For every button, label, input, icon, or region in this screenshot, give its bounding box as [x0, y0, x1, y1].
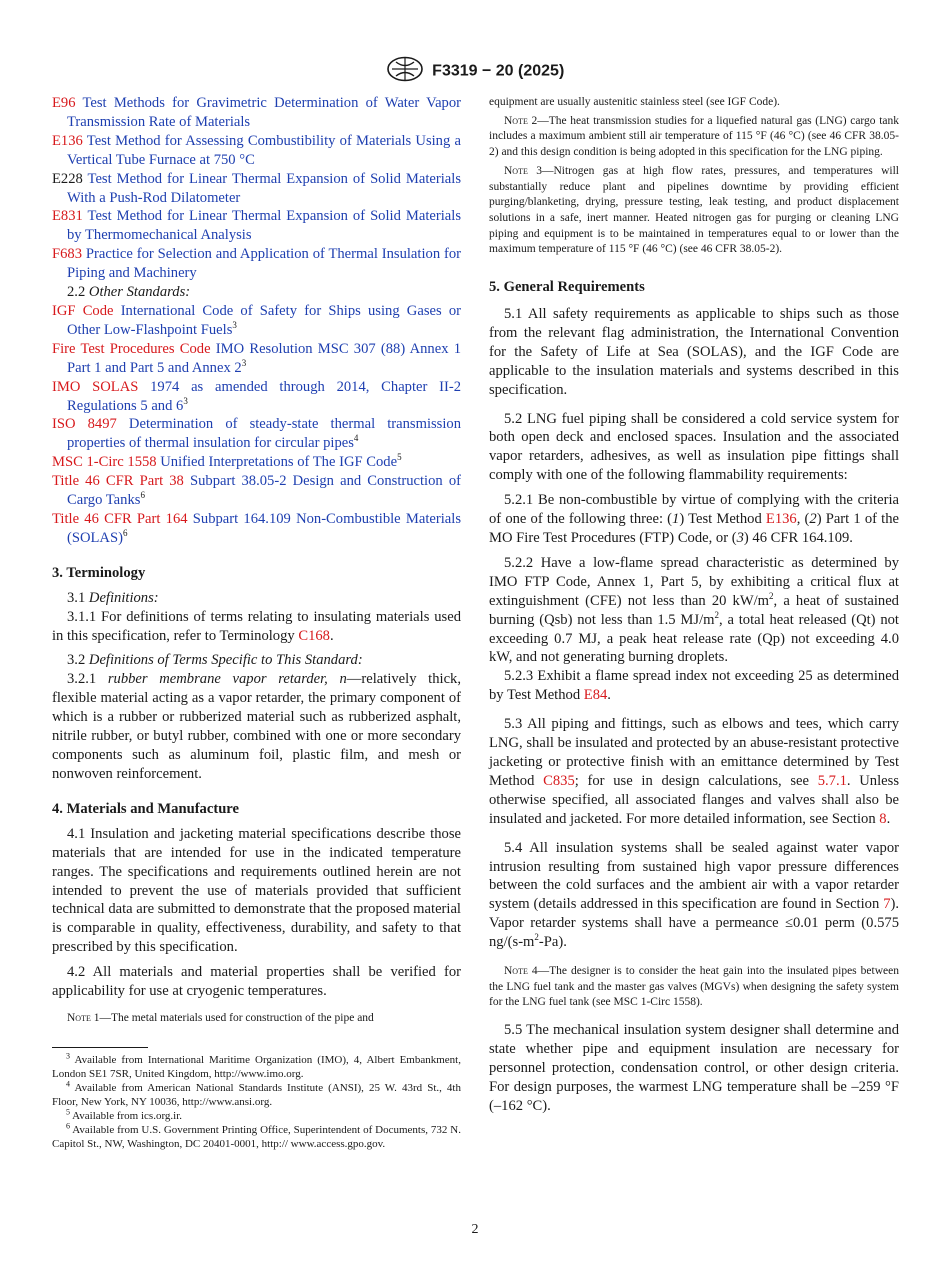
footnote-divider	[52, 1047, 148, 1048]
paragraph-3-2: 3.2 Definitions of Terms Specific to This Standard:	[67, 652, 363, 669]
ref-code-link[interactable]: E136	[52, 132, 83, 149]
c835-link[interactable]: C835	[543, 772, 575, 789]
note-label: Note 1	[67, 1011, 100, 1024]
section-5-7-1-link[interactable]: 5.7.1	[817, 772, 847, 789]
note-label: Note 3	[504, 164, 542, 177]
paragraph-5-1: 5.1 All safety requirements as applicable to ships such as those from the relevant flag administration, the International Convention for the Safety of Life at Sea (SOLAS), and the IGF Code are applicable to the insulation materials and systems described in this specification.	[489, 306, 899, 398]
paragraph-5-2-1: 5.2.1 Be non-combustible by virtue of complying with the criteria of one of the following three: (1) Test Method E136, (2) Part 1 of the MO Fire Test Procedures (FTP) Code, or (3) 46 CFR 164.109.	[489, 492, 899, 546]
ref-title-link[interactable]: Subpart 38.05-2 Design and Construction of Cargo Tanks	[67, 473, 461, 509]
ref-code-link[interactable]: E831	[52, 208, 83, 225]
section-3-body	[52, 589, 461, 784]
footnote-ref: 6	[140, 490, 145, 501]
ref-title-link[interactable]: Subpart 164.109 Non-Combustible Materials (SOLAS)	[67, 510, 461, 546]
defined-term: rubber membrane vapor retarder, n	[107, 671, 347, 688]
section-2-2-heading: 2.2 Other Standards:	[67, 284, 191, 301]
ref-title-link[interactable]: Test Method for Linear Thermal Expansion of Solid Materials With a Push-Rod Dilatometer	[67, 170, 461, 206]
footnote-ref: 3	[183, 395, 188, 406]
ref-code-link[interactable]: Title 46 CFR Part 38	[52, 473, 184, 490]
note-label: Note 2	[504, 114, 538, 127]
section-7-link[interactable]: 7	[883, 896, 891, 913]
footnote-6: $^6$ Available from U.S. Government Printing Office, Superintendent of Documents, 732 N. Capitol St., NW, Washington, DC 20401-0001, http:// www.access.gpo.gov.	[52, 1121, 461, 1151]
ref-iso-8497	[52, 415, 461, 453]
ref-title-link[interactable]: Test Methods for Gravimetric Determination of Water Vapor Transmission Rate of Materials	[67, 95, 461, 130]
paragraph-3-1-1: 3.1.1 For definitions of terms relating to insulating materials used in this specification, refer to Terminology C168.	[52, 608, 461, 644]
section-5-heading: 5. General Requirements	[489, 279, 645, 296]
ref-igf-code	[52, 302, 461, 340]
ref-title-link[interactable]: Test Method for Assessing Combustibility of Materials Using a Vertical Tube Furnace at 750 °C	[67, 132, 461, 168]
ref-code-link[interactable]: MSC 1-Circ 1558	[52, 454, 157, 471]
footnote-ref: 6	[122, 527, 128, 538]
footnotes	[52, 1053, 461, 1152]
section-4-body	[52, 825, 461, 1001]
section-5-body	[489, 305, 899, 952]
paragraph-5-2-3: 5.2.3 Exhibit a flame spread index not exceeding 25 as determined by Test Method E84.	[489, 668, 899, 704]
note-1-start: Note 1—The metal materials used for construction of the pipe and	[67, 1011, 374, 1024]
ref-fire-test-procedures-code	[52, 340, 461, 378]
paragraph-5-2-2: 5.2.2 Have a low-flame spread characteristic as determined by IMO FTP Code, Annex 1, Part 5, by exhibiting a critical flux at extinguishment (CFE) not less than 20 $kW/m^2$, a heat of sustained burning (Qsb) not less than 1.5 $MJ/m^2$, a total heat released (Qt) not exceeding 0.7 MJ, a peak heat release rate (Qp) not exceeding 4.0 kW, and not generating burning droplets.	[489, 554, 899, 666]
ref-code-link[interactable]: E96	[52, 95, 76, 111]
ref-title-link[interactable]: Practice for Selection and Application of Thermal Insulation for Piping and Machinery	[67, 246, 461, 282]
ref-code-link[interactable]: IGF Code	[52, 302, 114, 319]
ref-code-link[interactable]: Fire Test Procedures Code	[52, 340, 211, 357]
e84-link[interactable]: E84	[583, 687, 608, 704]
note-1-continued: equipment are usually austenitic stainless steel (see IGF Code).	[489, 96, 780, 108]
ref-title-link[interactable]: 1974 as amended through 2014, Chapter II-2 Regulations 5 and 6	[67, 378, 461, 414]
section-3-heading: 3. Terminology	[52, 564, 146, 581]
ref-e831	[52, 207, 461, 245]
note-label: Note 4	[504, 965, 538, 978]
section-8-link[interactable]: 8	[879, 810, 887, 827]
ref-code-link[interactable]: ISO 8497	[52, 416, 117, 433]
footnote-ref: 3	[232, 320, 237, 331]
paragraph-4-2: 4.2 All materials and material properties shall be verified for applicability for use at cryogenic temperatures.	[52, 964, 461, 1000]
note-4: Note 4—The designer is to consider the heat gain into the insulated pipes between the LNG fuel tank and the master gas valves (MGVs) when designing the safety system for the LNG fuel tank (see MSC 1-Circ 1558).	[489, 965, 899, 1009]
right-column	[489, 95, 899, 1116]
page-number: 2	[471, 1222, 479, 1237]
c168-link[interactable]: C168	[298, 627, 330, 644]
ref-e136	[52, 132, 461, 170]
ref-e228	[52, 170, 461, 208]
ref-code-link[interactable]: F683	[52, 246, 83, 263]
document-designation: F3319 − 20 (2025)	[432, 62, 565, 80]
footnote-4: $^4$ Available from American National Standards Institute (ANSI), 25 W. 43rd St., 4th Floor, New York, NY 10036, http://www.ansi.org.	[52, 1079, 461, 1108]
note-2: Note 2—The heat transmission studies for a liquefied natural gas (LNG) cargo tank includes a maximum ambient still air temperature of 115 °F (46 °C) (see 46 CFR 38.05-2) and this design condition is being adopted in this specification for the LNG piping.	[489, 114, 899, 159]
ref-code: E228	[52, 170, 83, 187]
ref-code-link[interactable]: IMO SOLAS	[52, 378, 139, 395]
ref-msc-1-circ-1558	[52, 453, 461, 472]
footnote-ref: 5	[397, 452, 402, 463]
paragraph-5-4: 5.4 All insulation systems shall be sealed against water vapor intrusion resulting from sustained high vapor pressure differences between the cold surfaces and the ambient air with a vapor retarder system (details addressed in this specification are found in Section 7). Vapor retarder systems shall have a permeance ≤0.01 perm (0.575 $ng/(s-m^2-Pa)$.	[489, 839, 899, 951]
footnote-ref: 4	[353, 433, 359, 444]
footnote-3: $^3$ Available from International Maritime Organization (IMO), 4, Albert Embankment, London SE1 7SR, United Kingdom, http://www.imo.org.	[52, 1051, 461, 1080]
referenced-documents-list	[52, 94, 461, 548]
ref-imo-solas	[52, 378, 461, 416]
ref-title-link[interactable]: IMO Resolution MSC 307 (88) Annex 1 Part 1 and Part 5 and Annex 2	[67, 340, 461, 376]
paragraph-4-1: 4.1 Insulation and jacketing material specifications describe those materials that are intended for use in the indicated temperature ranges. The specifications and requirements outlined herein are not intended to prevent the use of materials provided that sufficient technical data are submitted to demonstrate that the proposed material is comparable in quality, effectiveness, durability, and safety to that prescribed by this specification.	[52, 825, 461, 956]
ref-title-link[interactable]: International Code of Safety for Ships using Gases or Other Low-Flashpoint Fuels	[67, 302, 461, 338]
footnote-5: $^5$ Available from ics.org.ir.	[66, 1107, 183, 1123]
astm-logo-icon	[386, 56, 424, 87]
page-header	[0, 56, 950, 87]
ref-title-link[interactable]: Unified Interpretations of The IGF Code	[160, 454, 398, 471]
paragraph-3-1: 3.1 Definitions:	[67, 589, 159, 606]
section-4-heading: 4. Materials and Manufacture	[52, 800, 239, 817]
left-column	[52, 94, 461, 1151]
note-3: Note 3—Nitrogen gas at high flow rates, pressures, and temperatures will substantially reduce plant and pipelines downtime by providing efficient purging/blanketing, drying, pressure testing, leak testing, and product displacement solutions in a safe, inert manner. Heated nitrogen gas for purging or cleaning LNG piping and equipment is to be maintained in temperatures equal to or lower than the maximum temperature of 115 °F (46 °C) (see 46 CFR 38.05-2).	[489, 164, 899, 256]
ref-code-link[interactable]: Title 46 CFR Part 164	[52, 510, 188, 527]
footnote-ref: 3	[241, 357, 247, 368]
paragraph-5-2: 5.2 LNG fuel piping shall be considered a cold service system for both open deck and enclosed spaces. Insulation and the associated vapor retarders, adhesives, as well as insulation pipe fittings shall comply with one of the following flammability requirements:	[489, 410, 899, 484]
ref-e96	[52, 94, 461, 132]
e136-link[interactable]: E136	[765, 511, 797, 528]
paragraph-5-3: 5.3 All piping and fittings, such as elbows and tees, which carry LNG, shall be insulated and protected by an abuse-resistant protective jacketing or protective finish with an emittance determined by Test Method C835; for use in design calculations, see 5.7.1. Unless otherwise specified, all associated flanges and valves shall also be insulated and jacketed. For more detailed information, see Section 8.	[489, 716, 899, 827]
ref-46-cfr-38	[52, 472, 461, 510]
ref-title-link[interactable]: Test Method for Linear Thermal Expansion of Solid Materials by Thermomechanical Analysis	[67, 208, 461, 244]
paragraph-5-5: 5.5 The mechanical insulation system designer shall determine and state whether pipe and equipment insulation are necessary for personnel protection, condensation control, or other design criteria. For design purposes, the warmest LNG temperature shall be –259 °F (–162 °C).	[489, 1022, 899, 1114]
ref-title-link[interactable]: Determination of steady-state thermal transmission properties of thermal insulation for circular pipes	[67, 416, 462, 452]
paragraph-3-2-1: 3.2.1 rubber membrane vapor retarder, n—relatively thick, flexible material acting as a vapor retarder, the primary component of which is a rubber or rubberized material such as rubberized asphalt, nitrile rubber, or butyl rubber, combined with one or more secondary components such as aluminum foil, plastic film, and mesh or nonwoven reinforcement.	[52, 671, 461, 782]
ref-46-cfr-164	[52, 510, 461, 548]
ref-f683	[52, 245, 461, 283]
